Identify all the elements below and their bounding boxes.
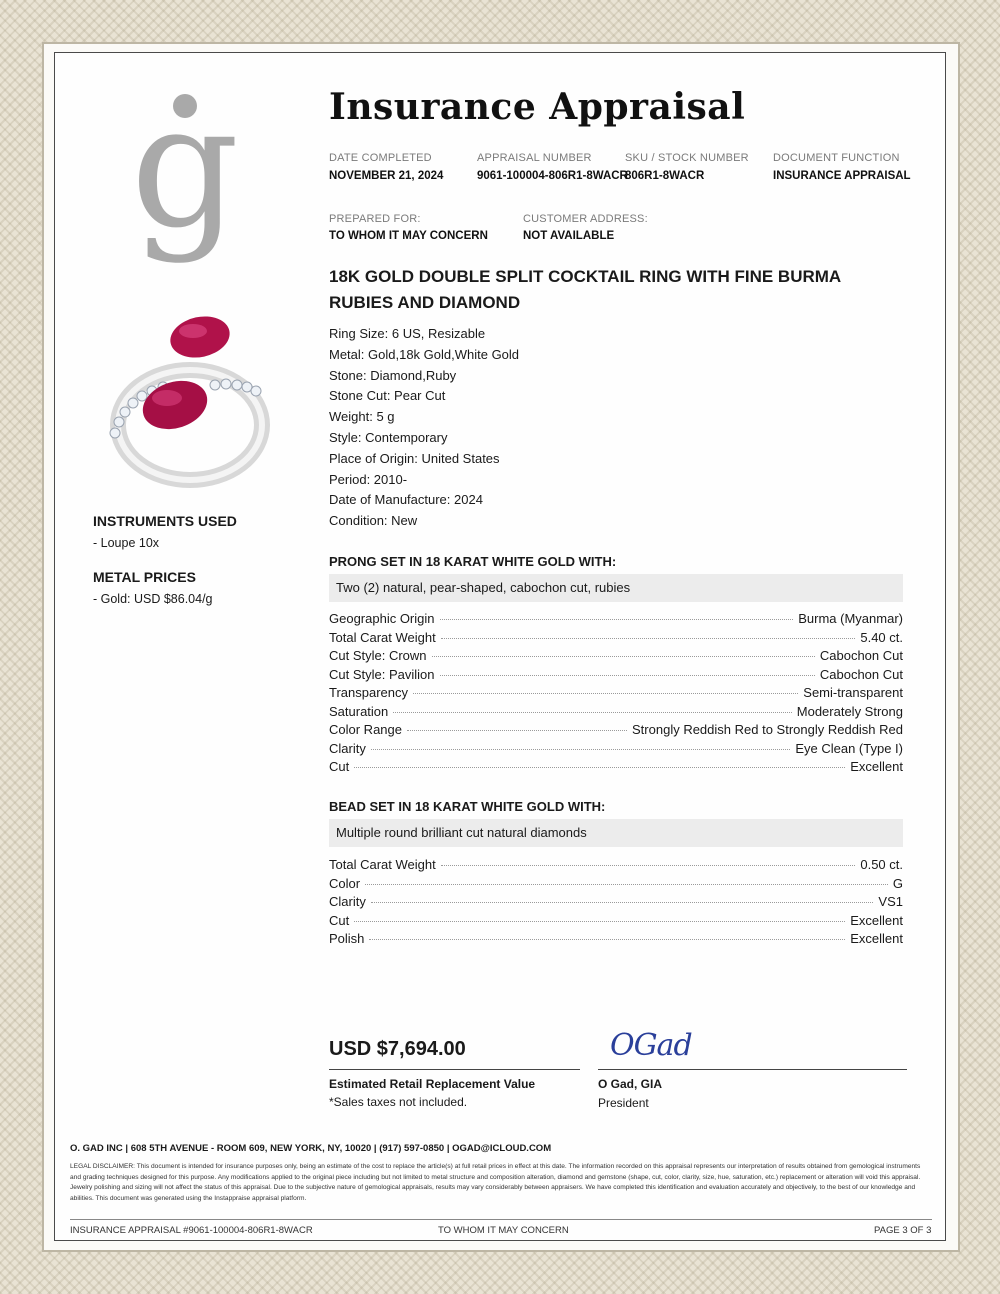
legal-disclaimer: LEGAL DISCLAIMER: This document is intended for insurance purposes only, being an estimate of the cost to replace the article(s) at full retail prices in effect at this date. The information recorded on this appraisal represents our interpretation of results obtained from gemological instruments and grading techniques designed for this purpose. Any modifications applied to the original piece including but not limited to metal structure and composition alteration, diamond and gemstone (shape, cut, color, clarity, size, hue, saturation, etc.) replacement or alteration will void this appraisal. Jewelry polishing and sizing will not affect the status of this appraisal. Due to the subjective nature of gemological appraisals, results may vary considerably between appraisers. We have completed this identification and evaluation accurately and objectively, to the best of our knowledge and abilities. This document was generated using the Instappraise appraisal platform. (70, 1163, 921, 1202)
spec-line: Ring Size: 6 US, Resizable (329, 326, 486, 341)
prepared-for-label: PREPARED FOR: (329, 213, 421, 225)
detail-value: 5.40 ct. (860, 629, 903, 645)
detail-value: Burma (Myanmar) (798, 611, 903, 626)
detail-row (329, 759, 903, 778)
signer-name: O Gad, GIA (598, 1077, 663, 1091)
detail-key: Color Range (329, 722, 402, 737)
spec-line: Period: 2010- (329, 471, 408, 487)
detail-key: Clarity (329, 740, 366, 756)
date-completed-value: NOVEMBER 21, 2024 (329, 170, 444, 182)
detail-row (329, 667, 903, 686)
footer-doc-ref: INSURANCE APPRAISAL #9061-100004-806R1-8WACR (70, 1225, 313, 1236)
sku-label: SKU / STOCK NUMBER (625, 152, 749, 164)
product-specs (329, 324, 519, 532)
doc-function-value: INSURANCE APPRAISAL (773, 170, 911, 182)
prong-description: Two (2) natural, pear-shaped, cabochon cut, rubies (329, 574, 903, 602)
footer-recipient: TO WHOM IT MAY CONCERN (438, 1225, 569, 1236)
detail-key: Cut (329, 912, 350, 928)
appraised-value: USD $7,694.00 (329, 1038, 466, 1060)
spec-line: Stone: Diamond,Ruby (329, 367, 457, 383)
detail-value: Excellent (850, 759, 903, 774)
footer-page-number: PAGE 3 OF 3 (874, 1225, 932, 1236)
detail-key: Saturation (329, 703, 389, 719)
detail-key: Geographic Origin (329, 611, 435, 626)
detail-value: Excellent (850, 912, 903, 928)
date-completed-label: DATE COMPLETED (329, 152, 432, 164)
detail-key: Transparency (329, 685, 408, 700)
detail-key: Total Carat Weight (329, 629, 436, 645)
prepared-for-value: TO WHOM IT MAY CONCERN (329, 230, 488, 242)
detail-value: Cabochon Cut (819, 666, 903, 682)
spec-line: Style: Contemporary (329, 429, 448, 445)
ring-image (95, 305, 275, 495)
spec-line: Weight: 5 g (329, 409, 395, 425)
detail-value: Strongly Reddish Red to Strongly Reddish Red (632, 722, 903, 737)
appraisal-number-value: 9061-100004-806R1-8WACR (477, 170, 628, 182)
detail-value: Semi-transparent (803, 685, 903, 700)
instruments-heading: INSTRUMENTS USED (93, 513, 237, 529)
detail-key: Cut Style: Crown (329, 648, 427, 663)
detail-row (329, 894, 903, 913)
sku-value: 806R1-8WACR (625, 170, 705, 182)
customer-address-label: CUSTOMER ADDRESS: (523, 213, 648, 225)
detail-key: Clarity (329, 894, 366, 909)
bead-heading: BEAD SET IN 18 KARAT WHITE GOLD WITH: (329, 799, 606, 814)
detail-row (329, 611, 903, 630)
spec-line: Metal: Gold,18k Gold,White Gold (329, 346, 520, 362)
detail-row (329, 704, 903, 723)
bead-details (329, 857, 903, 950)
value-rule (329, 1069, 580, 1070)
prong-heading: PRONG SET IN 18 KARAT WHITE GOLD WITH: (329, 554, 617, 569)
detail-row (329, 685, 903, 704)
brand-logo (95, 90, 275, 290)
spec-line: Condition: New (329, 513, 418, 529)
detail-key: Total Carat Weight (329, 857, 436, 872)
detail-value: Eye Clean (Type I) (795, 740, 903, 756)
logo-letter: g (130, 90, 240, 266)
detail-row (329, 913, 903, 932)
detail-row (329, 931, 903, 950)
product-title: 18K GOLD DOUBLE SPLIT COCKTAIL RING WITH FINE BURMA RUBIES AND DIAMOND (329, 267, 841, 312)
detail-value: Excellent (850, 931, 903, 946)
detail-row (329, 722, 903, 741)
detail-value: Cabochon Cut (819, 648, 903, 663)
metal-prices-heading: METAL PRICES (93, 569, 196, 585)
ruby-lower-highlight (152, 390, 182, 406)
instruments-value: - Loupe 10x (93, 536, 160, 550)
page-title: Insurance Appraisal (329, 86, 746, 128)
detail-row (329, 876, 903, 895)
bead-description: Multiple round brilliant cut natural diamonds (329, 819, 903, 847)
tax-note: *Sales taxes not included. (329, 1095, 468, 1109)
appraisal-number-label: APPRAISAL NUMBER (477, 152, 592, 164)
detail-key: Polish (329, 931, 365, 946)
signer-title: President (598, 1096, 649, 1110)
value-label: Estimated Retail Replacement Value (329, 1077, 536, 1091)
doc-function-label: DOCUMENT FUNCTION (773, 152, 900, 164)
detail-row (329, 630, 903, 649)
spec-line: Stone Cut: Pear Cut (329, 388, 446, 404)
metal-prices-value: - Gold: USD $86.04/g (93, 592, 213, 606)
prong-details (329, 611, 903, 778)
spec-line: Place of Origin: United States (329, 450, 500, 466)
signature: OGad (610, 1028, 692, 1063)
detail-row (329, 857, 903, 876)
signature-rule (598, 1069, 907, 1070)
footer-rule (70, 1219, 932, 1220)
detail-key: Cut (329, 759, 350, 774)
detail-value: 0.50 ct. (860, 857, 903, 872)
detail-value: VS1 (878, 894, 903, 909)
detail-value: G (892, 875, 903, 891)
detail-key: Color (329, 875, 361, 891)
detail-row (329, 648, 903, 667)
detail-value: Moderately Strong (796, 703, 903, 719)
spec-line: Date of Manufacture: 2024 (329, 492, 483, 508)
detail-key: Cut Style: Pavilion (329, 666, 435, 682)
detail-row (329, 741, 903, 760)
company-address: O. GAD INC | 608 5TH AVENUE - ROOM 609, NEW YORK, NY, 10020 | (917) 597-0850 | OGAD@ICLOUD.COM (70, 1143, 552, 1154)
ruby-upper-highlight (179, 324, 207, 338)
customer-address-value: NOT AVAILABLE (523, 230, 615, 242)
